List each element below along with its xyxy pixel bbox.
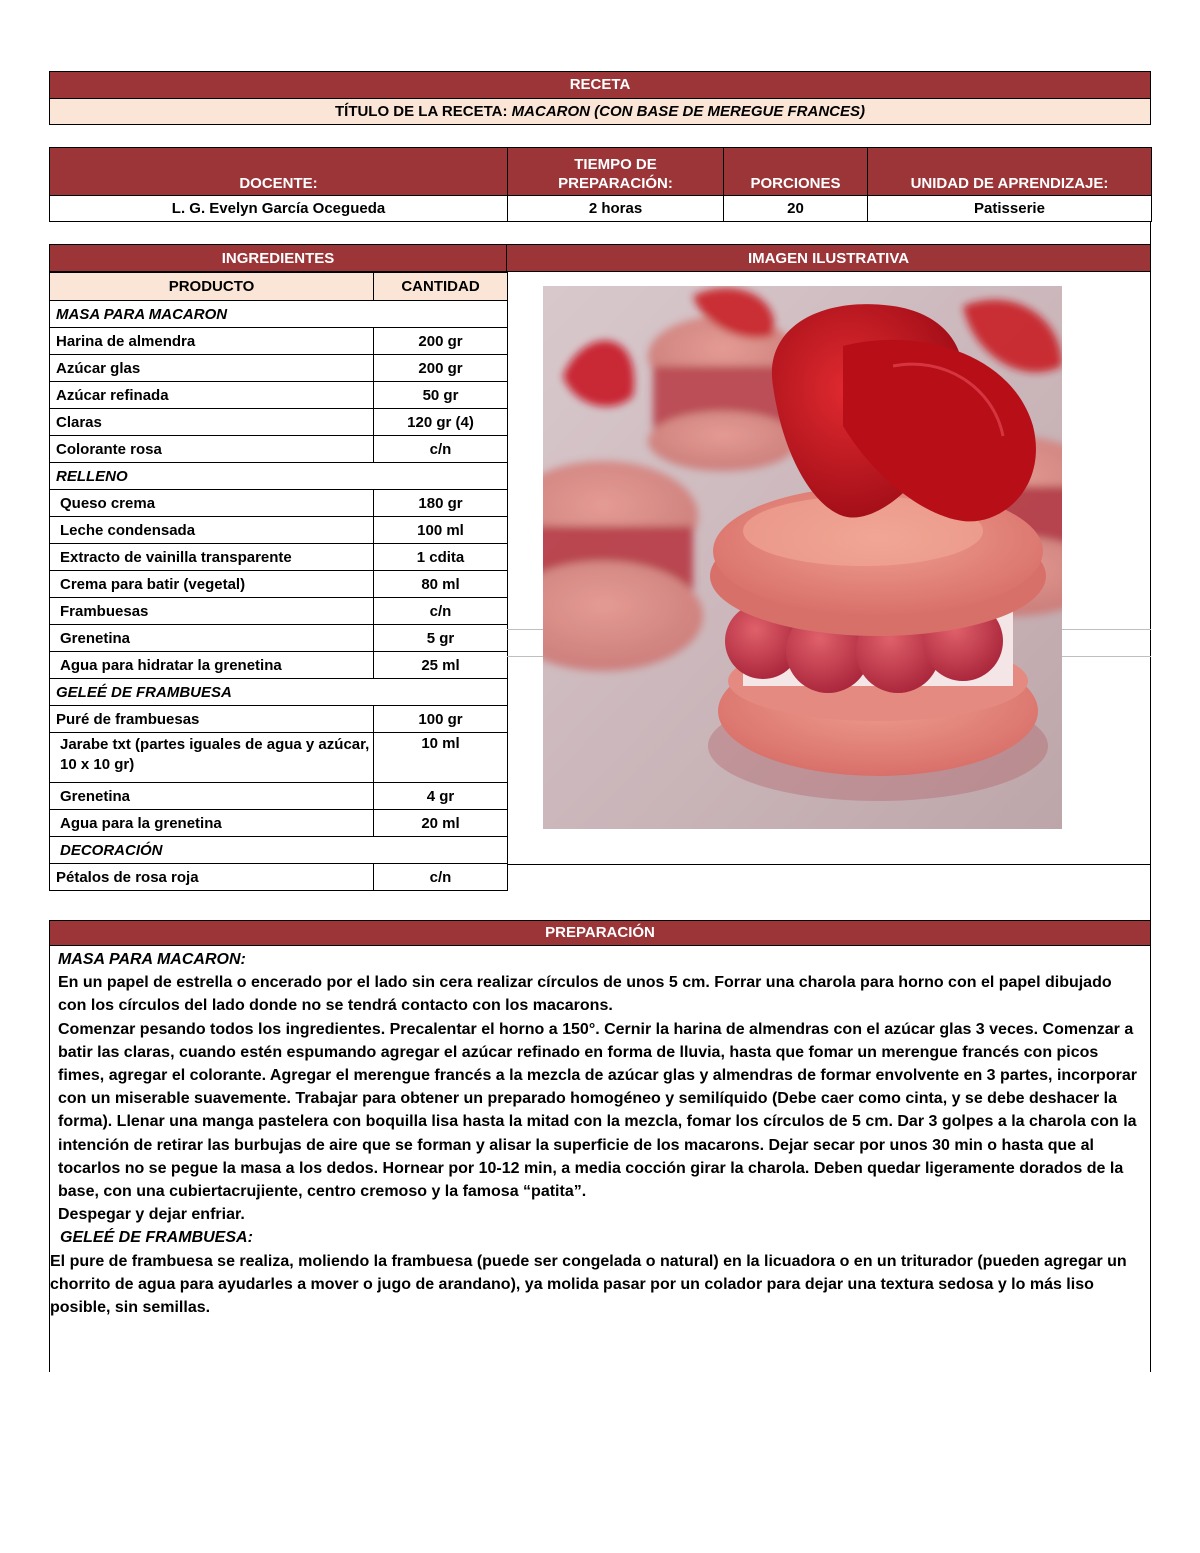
- tiempo-value: 2 horas: [508, 196, 724, 222]
- ingredient-row: [50, 382, 508, 409]
- ingredient-quantity: 1 cdita: [374, 544, 508, 571]
- ingredients-title: INGREDIENTES: [221, 250, 335, 267]
- ingredient-row: [50, 328, 508, 355]
- ingredient-product: Colorante rosa: [50, 436, 374, 463]
- docente-value: L. G. Evelyn García Ocegueda: [50, 196, 508, 222]
- porciones-value: 20: [724, 196, 868, 222]
- receta-title: RECETA: [569, 76, 631, 93]
- ingredient-quantity: 5 gr: [374, 625, 508, 652]
- preparation-title: PREPARACIÓN: [545, 924, 655, 941]
- unidad-value: Patisserie: [868, 196, 1152, 222]
- prep-paragraph-1: En un papel de estrella o encerado por el lado sin cera realizar círculos de unos 5 cm. Forrar una charola para horno con el papel dibujado con los círculos del lado donde no se tendrá contacto con los macarons.: [58, 974, 1112, 1015]
- ingredient-row: [50, 544, 508, 571]
- prep-section-gelee: GELEÉ DE FRAMBUESA:: [60, 1229, 253, 1247]
- ingredient-quantity: 180 gr: [374, 490, 508, 517]
- ingredient-product: Crema para batir (vegetal): [50, 571, 374, 598]
- ingredient-product: Queso crema: [50, 490, 374, 517]
- info-table: [49, 147, 1152, 222]
- ingredient-product: Harina de almendra: [50, 328, 374, 355]
- ingredient-quantity: 25 ml: [374, 652, 508, 679]
- macaron-photo: [543, 286, 1062, 829]
- ingredient-product: Frambuesas: [50, 598, 374, 625]
- image-header: [507, 244, 1151, 272]
- ingredient-quantity: 20 ml: [374, 810, 508, 837]
- ingredient-quantity: 200 gr: [374, 355, 508, 382]
- tiempo-label: [508, 148, 724, 196]
- ingredient-quantity: 100 gr: [374, 706, 508, 733]
- preparation-body: [49, 946, 1151, 1372]
- image-bottom-border: [507, 864, 1151, 865]
- docente-label: DOCENTE:: [50, 148, 508, 196]
- ingredient-section-row: [50, 301, 508, 328]
- ingredient-quantity: 80 ml: [374, 571, 508, 598]
- ingredient-row: [50, 625, 508, 652]
- ingredient-product: Extracto de vainilla transparente: [50, 544, 374, 571]
- image-title: IMAGEN ILUSTRATIVA: [747, 250, 910, 267]
- ingredient-row: [50, 490, 508, 517]
- ingredient-row: [50, 864, 508, 891]
- recipe-title-label: TÍTULO DE LA RECETA:: [334, 103, 508, 120]
- ingredient-row: [50, 810, 508, 837]
- ingredient-quantity: 4 gr: [374, 783, 508, 810]
- ingredient-product: Grenetina: [50, 625, 374, 652]
- ingredient-row: [50, 517, 508, 544]
- ingredient-product: Grenetina: [50, 783, 374, 810]
- ingredient-row: [50, 571, 508, 598]
- ingredient-row: [50, 355, 508, 382]
- ingredient-quantity: c/n: [374, 436, 508, 463]
- macaron-illustration: [543, 286, 1062, 829]
- ingredient-section-label: GELEÉ DE FRAMBUESA: [50, 679, 508, 706]
- preparation-section: [49, 920, 1151, 1372]
- ingredient-section-row: [50, 463, 508, 490]
- image-right-border: [1150, 272, 1151, 892]
- ingredients-table: [49, 272, 508, 891]
- ingredient-product: Puré de frambuesas: [50, 706, 374, 733]
- col-product-header: PRODUCTO: [50, 273, 374, 301]
- unidad-label: UNIDAD DE APRENDIZAJE:: [868, 148, 1152, 196]
- ingredient-section-label: MASA PARA MACARON: [50, 301, 508, 328]
- right-border-spacer-2: [1150, 892, 1151, 920]
- ingredient-section-row: [50, 679, 508, 706]
- tiempo-label-line-1: TIEMPO DE: [574, 156, 657, 173]
- ingredient-row: [50, 436, 508, 463]
- ingredient-row: [50, 706, 508, 733]
- right-border-spacer: [1150, 222, 1151, 244]
- ingredient-quantity: 100 ml: [374, 517, 508, 544]
- ingredient-section-label: RELLENO: [50, 463, 508, 490]
- ingredient-product: Leche condensada: [50, 517, 374, 544]
- prep-paragraph-4: El pure de frambuesa se realiza, moliendo la frambuesa (puede ser congelada o natural) en la licuadora o en un triturador (pueden agregar un chorrito de agua para ayudarles a mover o jugo de arandano), ya molida pasar por un colador para dejar una textura sedosa y lo más liso posible, sin semillas.: [50, 1252, 1127, 1317]
- ingredients-body: [50, 301, 508, 891]
- preparation-header: [49, 920, 1151, 946]
- porciones-label: PORCIONES: [724, 148, 868, 196]
- recipe-title-row: [49, 99, 1151, 125]
- ingredient-product: Azúcar glas: [50, 355, 374, 382]
- ingredient-section-label: DECORACIÓN: [50, 837, 508, 864]
- ingredients-section: [49, 244, 507, 891]
- recipe-sheet: [49, 71, 1151, 1317]
- ingredient-quantity: 120 gr (4): [374, 409, 508, 436]
- ingredient-quantity: 50 gr: [374, 382, 508, 409]
- ingredient-product: Jarabe txt (partes iguales de agua y azúcar, 10 x 10 gr): [50, 733, 374, 783]
- tiempo-label-line-2: PREPARACIÓN:: [558, 175, 673, 192]
- ingredient-row: [50, 409, 508, 436]
- ingredient-row: [50, 783, 508, 810]
- ingredient-product: Pétalos de rosa roja: [50, 864, 374, 891]
- ingredients-header: [49, 244, 507, 272]
- prep-paragraph-3: Despegar y dejar enfriar.: [58, 1206, 245, 1224]
- ingredient-product: Claras: [50, 409, 374, 436]
- prep-paragraph-2: Comenzar pesando todos los ingredientes. Precalentar el horno a 150°. Cernir la harina de almendras con el azúcar glas 3 veces. Comenzar a batir las claras, cuando estén espumando agregar el azúcar refinado en forma de lluvia, hasta que fomar un merengue francés con picos fimes, agregar el colorante. Agregar el merengue francés a la mezcla de azúcar glas y almendras de formar envolvente en 3 partes, incorporar con un miserable suavemente. Trabajar para obtener un preparado homogéneo y semilíquido (Debe caer como cinta, y se debe deshacer la forma). Llenar una manga pastelera con boquilla lisa hasta la mitad con la mezcla, fomar los círculos de 5 cm. Dar 3 golpes a la charola con la intención de retirar las burbujas de aire que se forman y alisar la superficie de los macarons. Dejar secar por unos 30 min o hasta que al tocarlos no se pegue la masa a los dedos. Hornear por 10-12 min, a media cocción girar la charola. Deben quedar ligeramente dorados de la base, con una cubiertacrujiente, centro cremoso y la famosa “patita”.: [58, 1020, 1137, 1201]
- recipe-name: MACARON (CON BASE DE MEREGUE FRANCES): [511, 103, 865, 120]
- prep-section-masa: MASA PARA MACARON:: [58, 951, 246, 968]
- ingredient-row: [50, 598, 508, 625]
- ingredient-row: [50, 652, 508, 679]
- ingredient-quantity: c/n: [374, 864, 508, 891]
- ingredient-quantity: 10 ml: [374, 733, 508, 783]
- image-section: [507, 244, 1151, 892]
- ingredient-product: Agua para hidratar la grenetina: [50, 652, 374, 679]
- ingredient-quantity: 200 gr: [374, 328, 508, 355]
- receta-header: [49, 71, 1151, 99]
- ingredient-product: Agua para la grenetina: [50, 810, 374, 837]
- col-quantity-header: CANTIDAD: [374, 273, 508, 301]
- ingredient-quantity: c/n: [374, 598, 508, 625]
- ingredient-product: Azúcar refinada: [50, 382, 374, 409]
- ingredient-section-row: [50, 837, 508, 864]
- ingredient-row: [50, 733, 508, 783]
